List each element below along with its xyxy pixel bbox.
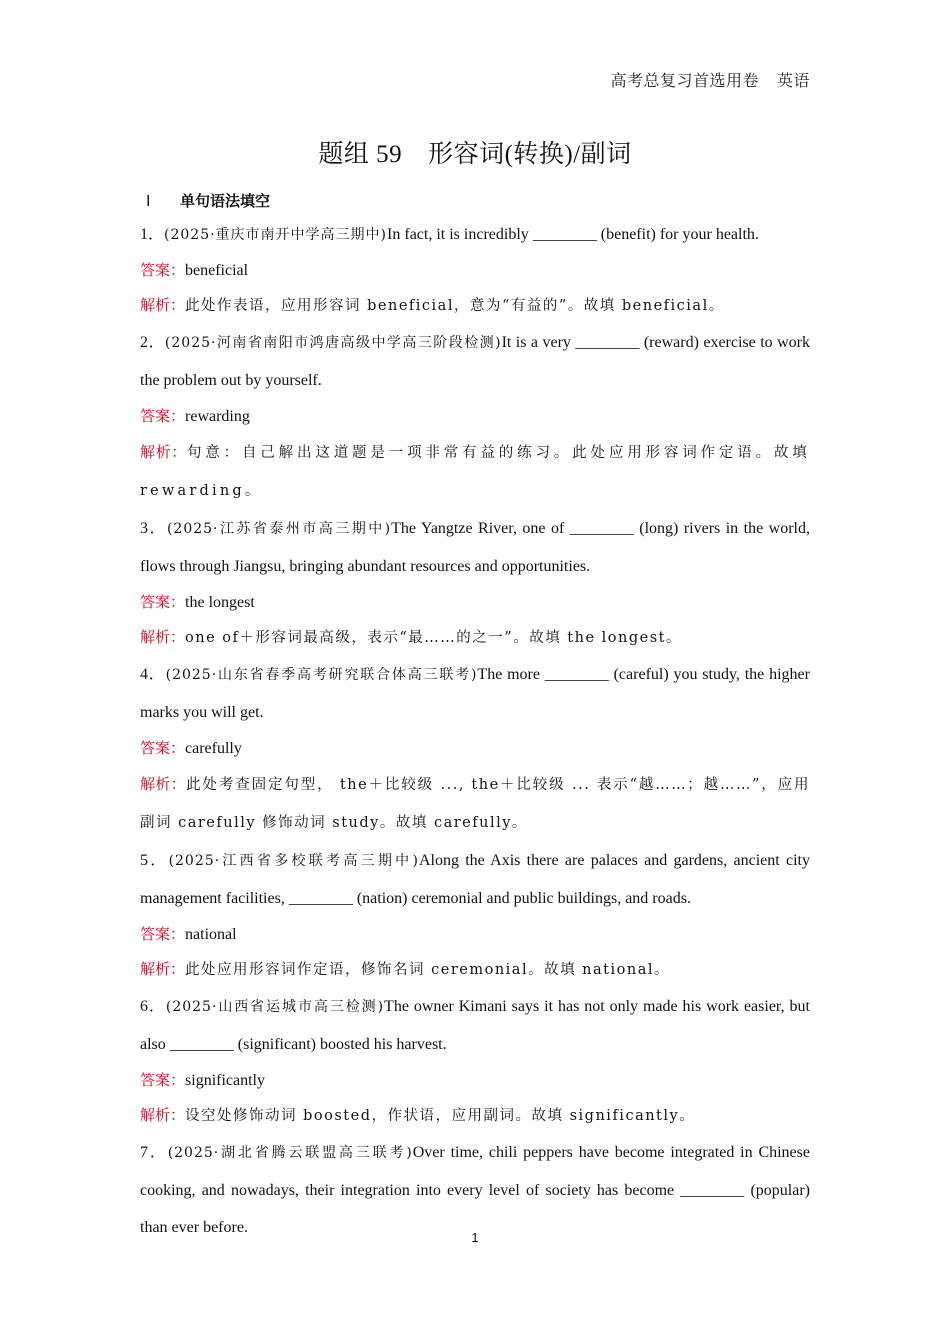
- answer-text: carefully: [185, 740, 242, 757]
- question-line: [140, 510, 810, 585]
- answer-line: [140, 731, 810, 766]
- answer-line: [140, 1063, 810, 1098]
- analysis-line: [140, 766, 810, 842]
- item-source: (2025·江西省多校联考高三期中): [168, 853, 419, 869]
- analysis-line: [140, 288, 810, 324]
- analysis-text: 句意：自己解出这道题是一项非常有益的练习。此处应用形容词作定语。故填 rewarding。: [140, 445, 810, 499]
- answer-line: [140, 917, 810, 952]
- analysis-label: 解析：: [140, 960, 186, 978]
- title-topic: 形容词(转换)/副词: [428, 141, 632, 168]
- answer-text: national: [185, 926, 237, 943]
- exercise-item-2: [140, 324, 810, 510]
- answer-label: 答案：: [140, 739, 186, 757]
- analysis-line: [140, 434, 810, 510]
- analysis-text: 此处作表语，应用形容词 beneficial，意为“有益的”。故填 beneficial。: [185, 298, 725, 314]
- section-heading: [140, 190, 810, 211]
- question-line: [140, 324, 810, 399]
- running-header: [610, 68, 810, 91]
- answer-label: 答案：: [140, 261, 186, 279]
- item-number: 4．: [140, 666, 166, 683]
- item-question: The Yangtze River, one of ________ (long) rivers in the world, flows through Jiangsu, bringing abundant resources and opportunities.: [140, 520, 810, 575]
- item-source: (2025·江苏省泰州市高三期中): [166, 521, 392, 537]
- exercise-item-3: [140, 510, 810, 656]
- analysis-label: 解析：: [140, 775, 187, 793]
- item-source: (2025·重庆市南开中学高三期中): [164, 227, 388, 243]
- item-number: 3．: [140, 520, 167, 537]
- item-number: 1．: [140, 226, 165, 243]
- item-number: 7．: [140, 1144, 168, 1161]
- exercise-item-5: [140, 842, 810, 988]
- answer-text: significantly: [185, 1072, 265, 1089]
- answer-label: 答案：: [140, 593, 186, 611]
- item-question: In fact, it is incredibly ________ (benefit) for your health.: [387, 226, 759, 243]
- analysis-line: [140, 620, 810, 656]
- question-line: [140, 988, 810, 1063]
- answer-line: [140, 585, 810, 620]
- item-source: (2025·湖北省腾云联盟高三联考): [167, 1145, 413, 1161]
- answer-line: [140, 399, 810, 434]
- item-question: Along the Axis there are palaces and gardens, ancient city management facilities, ________ (nation) ceremonial and public buildings, and roads.: [140, 852, 810, 907]
- answer-line: [140, 253, 810, 288]
- answer-label: 答案：: [140, 1071, 186, 1089]
- item-source: (2025·山西省运城市高三检测): [165, 999, 385, 1015]
- answer-text: the longest: [185, 594, 255, 611]
- analysis-text: 此处考查固定句型， the＋比较级 ..., the＋比较级 ... 表示“越……；越……”，应用副词 carefully 修饰动词 study。故填 carefully。: [140, 777, 810, 831]
- analysis-text: 设空处修饰动词 boosted，作状语，应用副词。故填 significantly。: [185, 1108, 696, 1124]
- analysis-label: 解析：: [140, 443, 187, 461]
- question-line: [140, 656, 810, 731]
- answer-label: 答案：: [140, 407, 186, 425]
- page-number: 1: [471, 1230, 479, 1245]
- exercise-content: [140, 190, 810, 1246]
- answer-text: beneficial: [185, 262, 249, 279]
- header-subject: 英语: [776, 73, 810, 90]
- item-question: Over time, chili peppers have become integrated in Chinese cooking, and nowadays, their integration into every level of society has become ________ (popular) than ever before.: [140, 1144, 810, 1236]
- answer-text: rewarding: [185, 408, 250, 425]
- item-question: The more ________ (careful) you study, the higher marks you will get.: [140, 666, 810, 721]
- exercise-item-1: [140, 217, 810, 324]
- item-number: 5．: [140, 852, 169, 869]
- answer-label: 答案：: [140, 925, 186, 943]
- item-number: 2．: [140, 334, 165, 351]
- analysis-line: [140, 952, 810, 988]
- section-number: Ⅰ: [146, 194, 151, 210]
- item-source: (2025·河南省南阳市鸿唐高级中学高三阶段检测): [164, 335, 502, 351]
- exercise-item-6: [140, 988, 810, 1134]
- item-question: It is a very ________ (reward) exercise to work the problem out by yourself.: [140, 334, 810, 389]
- question-line: [140, 217, 810, 253]
- item-source: (2025·山东省春季高考研究联合体高三联考): [165, 667, 478, 683]
- item-number: 6．: [140, 998, 166, 1015]
- page-title: [0, 134, 950, 170]
- analysis-text: 此处应用形容词作定语，修饰名词 ceremonial。故填 national。: [185, 962, 670, 978]
- header-book-title: 高考总复习首选用卷: [610, 73, 759, 90]
- item-question: The owner Kimani says it has not only made his work easier, but also ________ (significant) boosted his harvest.: [140, 998, 810, 1053]
- exercise-item-4: [140, 656, 810, 842]
- analysis-text: one of＋形容词最高级，表示“最……的之一”。故填 the longest。: [185, 630, 682, 646]
- analysis-label: 解析：: [140, 1106, 186, 1124]
- analysis-label: 解析：: [140, 628, 186, 646]
- title-group: 题组 59: [318, 141, 403, 168]
- analysis-line: [140, 1098, 810, 1134]
- analysis-label: 解析：: [140, 296, 186, 314]
- section-label: 单句语法填空: [180, 192, 271, 210]
- question-line: [140, 842, 810, 917]
